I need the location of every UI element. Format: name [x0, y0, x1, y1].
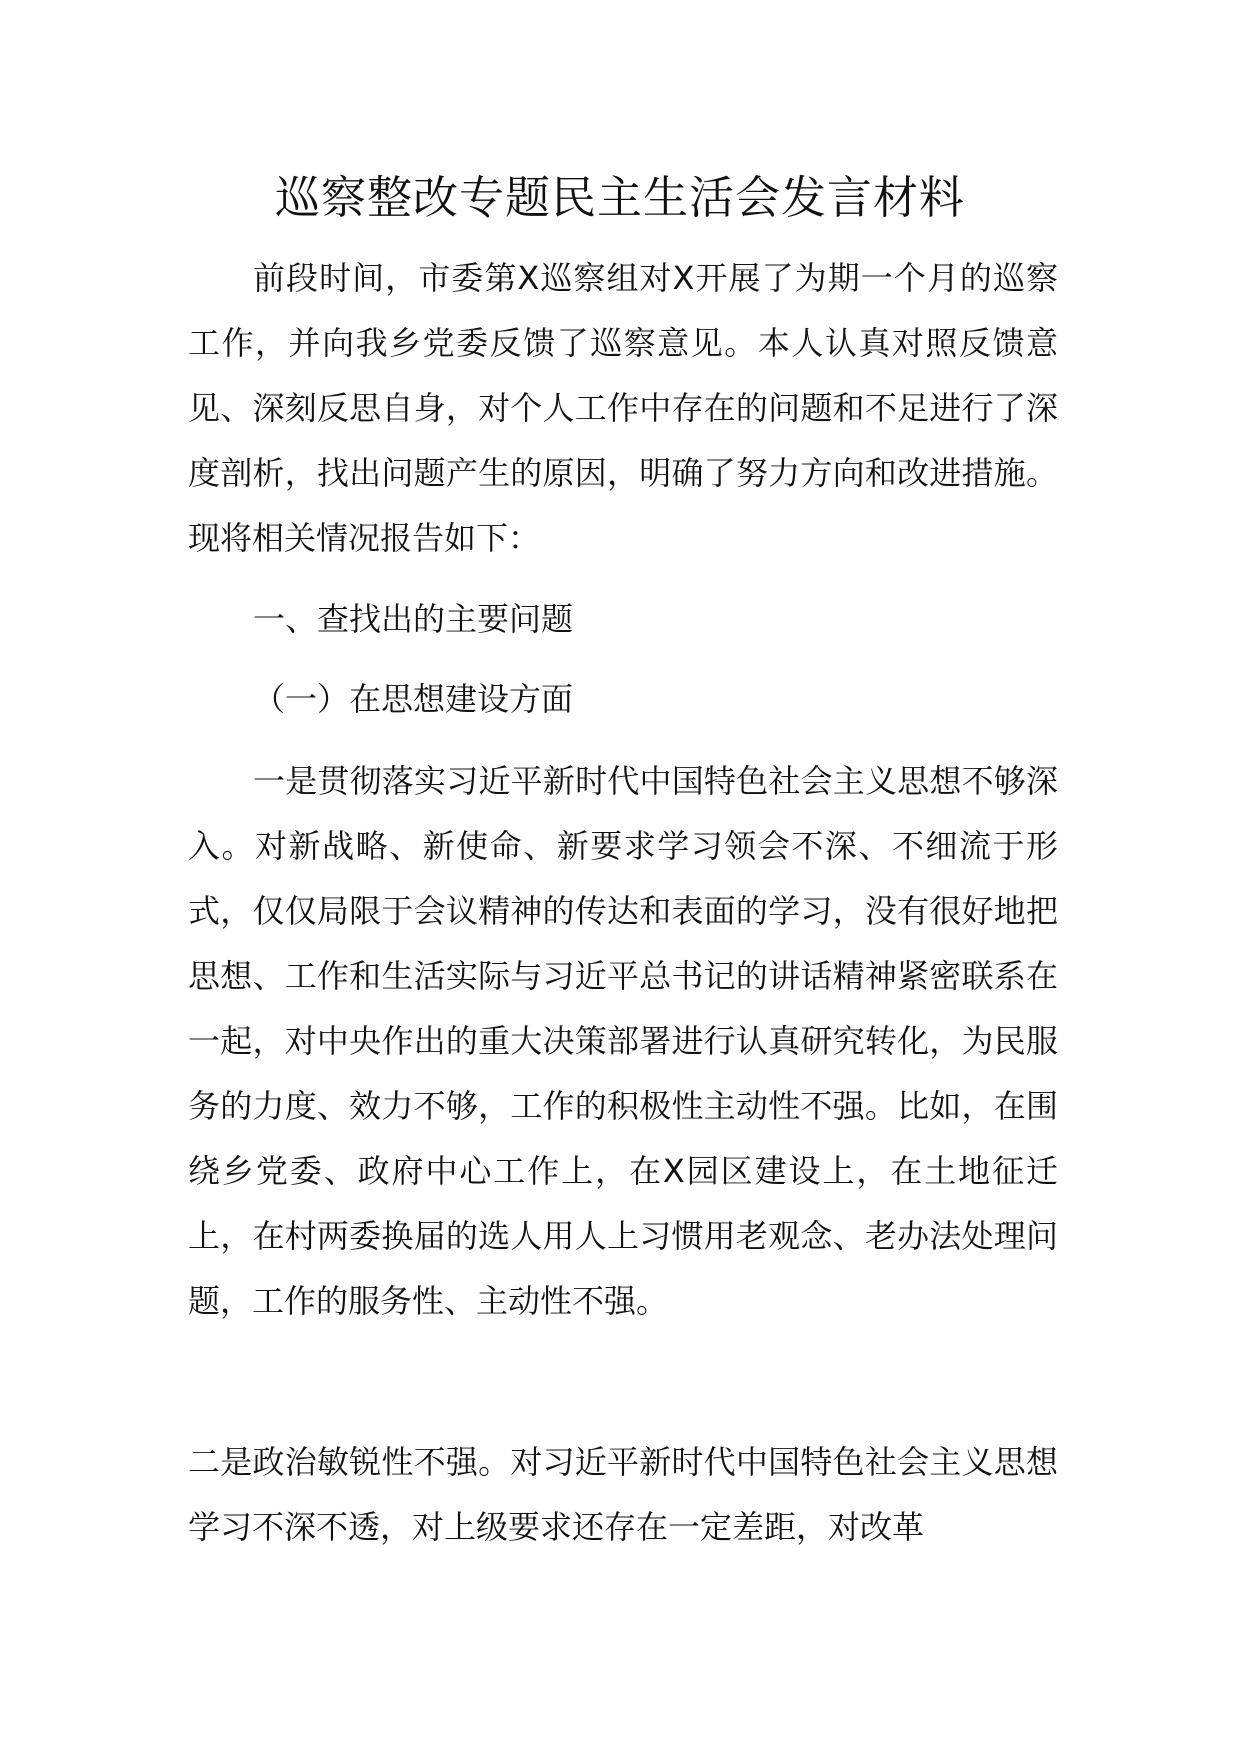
document-title: 巡察整改专题民主生活会发言材料 — [274, 171, 965, 224]
section-heading: 一、查找出的主要问题 — [253, 600, 574, 638]
point-one-paragraph: 一是贯彻落实习近平新时代中国特色社会主义思想不够深入。对新战略、新使命、新要求学习领会不深、不细流于形式，仅仅局限于会议精神的传达和表面的学习，没有很好地把思想、工作和生活实际与习近平总书记的讲话精神紧密联系在一起，对中央作出的重大决策部署进行认真研究转化，为民服务的力度、效力不够，工作的积极性主动性不强。比如，在围绕乡党委、政府中心工作上，在X园区建设上，在土地征迁上，在村两委换届的选人用人上习惯用老观念、老办法处理问题，工作的服务性、主动性不强。 — [188, 762, 1058, 1320]
intro-paragraph: 前段时间，市委第X巡察组对X开展了为期一个月的巡察工作，并向我乡党委反馈了巡察意见。本人认真对照反馈意见、深刻反思自身，对个人工作中存在的问题和不足进行了深度剖析，找出问题产生的原因，明确了努力方向和改进措施。现将相关情况报告如下： — [188, 259, 1058, 557]
subsection-heading: （一）在思想建设方面 — [253, 680, 574, 718]
point-two-paragraph: 二是政治敏锐性不强。对习近平新时代中国特色社会主义思想学习不深不透，对上级要求还存在一定差距，对改革 — [188, 1443, 1058, 1546]
